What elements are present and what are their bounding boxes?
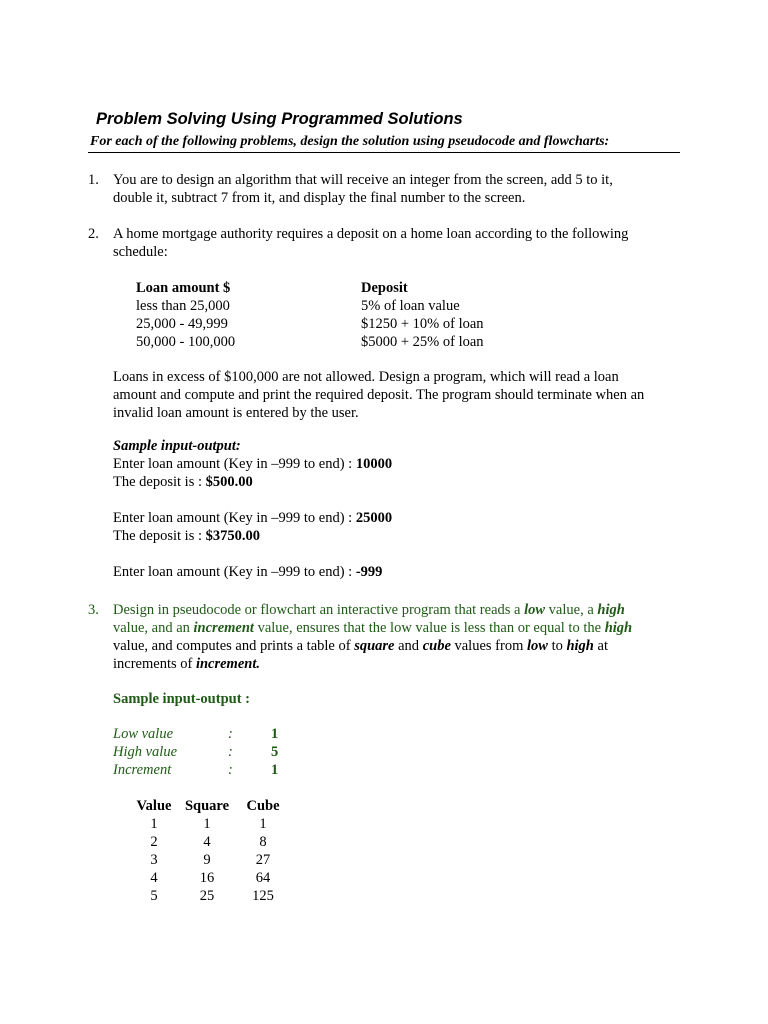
table-cell: 5 bbox=[150, 888, 158, 904]
problem-text-line: double it, subtract 7 from it, and display the final number to the screen. bbox=[113, 190, 526, 206]
output-prefix: The deposit is : bbox=[113, 474, 206, 490]
loan-note bbox=[113, 368, 678, 422]
input-value: 1 bbox=[271, 762, 279, 778]
sample-input: -999 bbox=[355, 564, 383, 580]
table-row bbox=[136, 833, 296, 851]
input-colon: : bbox=[228, 744, 233, 760]
spacer bbox=[113, 491, 678, 509]
table-cell: 4 bbox=[203, 834, 211, 850]
table-cell: 1 bbox=[203, 816, 211, 832]
schedule-cell: $1250 + 10% of loan bbox=[361, 316, 484, 332]
sample-prompt-line bbox=[113, 455, 678, 473]
schedule-cell: 50,000 - 100,000 bbox=[136, 334, 236, 350]
problem-number: 1. bbox=[88, 172, 99, 188]
table-cell: 8 bbox=[259, 834, 267, 850]
input-label: High value bbox=[113, 744, 178, 760]
loan-amount-column bbox=[136, 279, 336, 351]
column-header: Loan amount $ bbox=[136, 280, 231, 296]
sample-prompt-line bbox=[113, 563, 678, 581]
sample-io-2 bbox=[113, 437, 678, 581]
input-label: Increment bbox=[113, 762, 172, 778]
table-cell: 25 bbox=[199, 888, 215, 904]
table-row bbox=[136, 869, 296, 887]
title-divider bbox=[88, 152, 680, 153]
page-subtitle: For each of the following problems, design the solution using pseudocode and flowcharts: bbox=[90, 134, 610, 149]
sample-input: 25000 bbox=[355, 510, 393, 526]
sample-prompt-line bbox=[113, 509, 678, 527]
table-cell: 2 bbox=[150, 834, 158, 850]
sample-heading: Sample input-output: bbox=[113, 438, 241, 454]
input-row bbox=[113, 725, 293, 743]
problem-3 bbox=[88, 601, 678, 637]
table-cell: 27 bbox=[255, 852, 271, 868]
input-colon: : bbox=[228, 762, 233, 778]
problem-text-line: increments of increment. bbox=[113, 656, 260, 672]
prompt-text: Enter loan amount (Key in –999 to end) : bbox=[113, 456, 356, 472]
sample-heading: Sample input-output : bbox=[113, 691, 250, 707]
note-line: Loans in excess of $100,000 are not allowed. Design a program, which will read a loan bbox=[113, 369, 619, 385]
input-value: 5 bbox=[271, 744, 279, 760]
table-cell: 3 bbox=[150, 852, 158, 868]
table-row bbox=[136, 851, 296, 869]
sample-output: $3750.00 bbox=[205, 528, 261, 544]
problem-text-line: value, and computes and prints a table of square and cube values from low to high at bbox=[113, 638, 608, 654]
problem-1 bbox=[88, 171, 678, 207]
schedule-cell: 25,000 - 49,999 bbox=[136, 316, 228, 332]
table-cell: 1 bbox=[150, 816, 158, 832]
problem-text-line: You are to design an algorithm that will receive an integer from the screen, add 5 to it, bbox=[113, 172, 613, 188]
table-header-row bbox=[136, 797, 296, 815]
column-header: Cube bbox=[246, 798, 280, 814]
sample-output-line bbox=[113, 527, 678, 545]
schedule-cell: $5000 + 25% of loan bbox=[361, 334, 484, 350]
sample-io-3-heading bbox=[113, 690, 678, 708]
problem-3-continued bbox=[113, 637, 678, 673]
spacer bbox=[113, 545, 678, 563]
table-cell: 1 bbox=[259, 816, 267, 832]
prompt-text: Enter loan amount (Key in –999 to end) : bbox=[113, 510, 356, 526]
problem-number: 3. bbox=[88, 602, 99, 618]
output-prefix: The deposit is : bbox=[113, 528, 206, 544]
note-line: invalid loan amount is entered by the user. bbox=[113, 405, 359, 421]
table-cell: 125 bbox=[252, 888, 274, 904]
problem-2 bbox=[88, 225, 678, 261]
sample-inputs bbox=[113, 725, 293, 779]
table-cell: 9 bbox=[203, 852, 211, 868]
table-cell: 64 bbox=[255, 870, 271, 886]
table-row bbox=[136, 815, 296, 833]
prompt-text: Enter loan amount (Key in –999 to end) : bbox=[113, 564, 356, 580]
page-title: Problem Solving Using Programmed Solutions bbox=[96, 110, 463, 128]
input-row bbox=[113, 743, 293, 761]
deposit-column bbox=[361, 279, 561, 351]
problem-text-line: A home mortgage authority requires a deposit on a home loan according to the following bbox=[113, 226, 629, 242]
column-header: Deposit bbox=[361, 280, 408, 296]
sample-input: 10000 bbox=[355, 456, 393, 472]
problem-text-line: Design in pseudocode or flowchart an interactive program that reads a low value, a high bbox=[113, 602, 625, 618]
results-table bbox=[136, 797, 296, 905]
problem-number: 2. bbox=[88, 226, 99, 242]
sample-output: $500.00 bbox=[205, 474, 253, 490]
column-header: Value bbox=[136, 798, 172, 814]
input-row bbox=[113, 761, 293, 779]
problem-text-line: schedule: bbox=[113, 244, 168, 260]
table-row bbox=[136, 887, 296, 905]
input-colon: : bbox=[228, 726, 233, 742]
schedule-cell: less than 25,000 bbox=[136, 298, 230, 314]
note-line: amount and compute and print the required deposit. The program should terminate when an bbox=[113, 387, 645, 403]
input-label: Low value bbox=[113, 726, 174, 742]
sample-output-line bbox=[113, 473, 678, 491]
input-value: 1 bbox=[271, 726, 279, 742]
column-header: Square bbox=[184, 798, 230, 814]
table-cell: 4 bbox=[150, 870, 158, 886]
problem-text-line: value, and an increment value, ensures that the low value is less than or equal to the high bbox=[113, 620, 633, 636]
table-cell: 16 bbox=[199, 870, 215, 886]
schedule-cell: 5% of loan value bbox=[361, 298, 460, 314]
